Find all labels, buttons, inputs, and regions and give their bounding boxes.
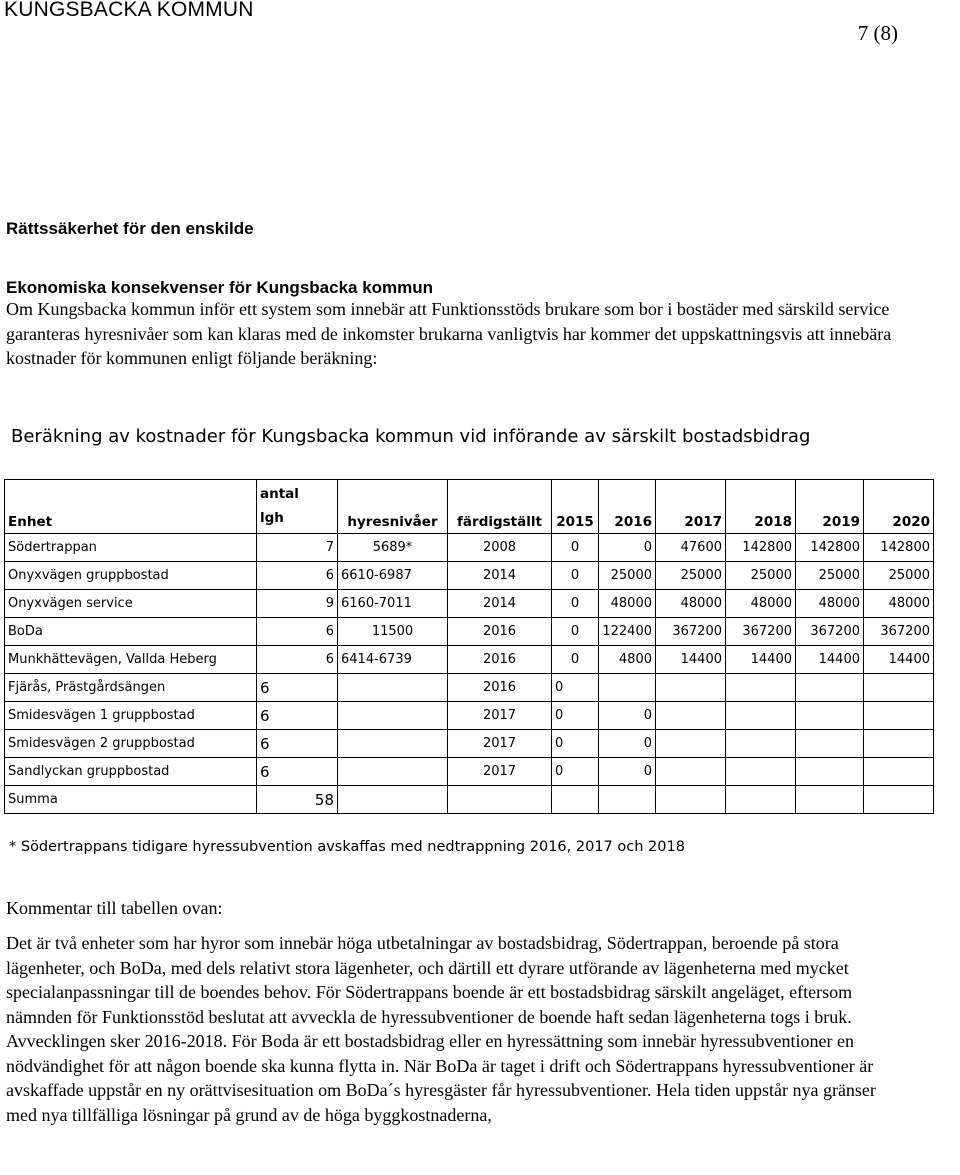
cell-2019: 14400 xyxy=(796,646,864,674)
cell-2020: 14400 xyxy=(864,646,934,674)
col-header-2016: 2016 xyxy=(599,480,656,534)
cell-fardigstallt: 2014 xyxy=(448,562,552,590)
cell-hyresnivaer xyxy=(338,674,448,702)
cell-2020: 25000 xyxy=(864,562,934,590)
cell-2015: 0 xyxy=(552,562,599,590)
cell-2020 xyxy=(864,786,934,814)
organization-name: KUNGSBACKA KOMMUN xyxy=(4,0,254,21)
cell-enhet: Smidesvägen 1 gruppbostad xyxy=(5,702,257,730)
col-header-2020: 2020 xyxy=(864,480,934,534)
cell-2020 xyxy=(864,674,934,702)
cell-2017 xyxy=(656,702,726,730)
cell-2019 xyxy=(796,758,864,786)
cell-antal-lgh: 6 xyxy=(257,730,338,758)
cell-2015: 0 xyxy=(552,590,599,618)
cell-2016 xyxy=(599,786,656,814)
cell-2017: 48000 xyxy=(656,590,726,618)
cell-hyresnivaer xyxy=(338,702,448,730)
col-header-2019: 2019 xyxy=(796,480,864,534)
cell-antal-lgh: 6 xyxy=(257,674,338,702)
cell-2018: 48000 xyxy=(726,590,796,618)
cell-2019: 48000 xyxy=(796,590,864,618)
cell-enhet: BoDa xyxy=(5,618,257,646)
col-header-2015: 2015 xyxy=(552,480,599,534)
cell-2019: 142800 xyxy=(796,534,864,562)
table-row xyxy=(5,590,934,618)
cell-enhet: Onyxvägen gruppbostad xyxy=(5,562,257,590)
cell-2017 xyxy=(656,786,726,814)
cell-hyresnivaer xyxy=(338,758,448,786)
cell-2016: 0 xyxy=(599,758,656,786)
cell-hyresnivaer xyxy=(338,730,448,758)
cell-2015: 0 xyxy=(552,534,599,562)
cell-2016: 0 xyxy=(599,534,656,562)
cell-2016: 4800 xyxy=(599,646,656,674)
cell-2016: 0 xyxy=(599,702,656,730)
cell-2018 xyxy=(726,758,796,786)
cell-antal-lgh: 58 xyxy=(257,786,338,814)
cell-2015: 0 xyxy=(552,674,599,702)
col-header-2017: 2017 xyxy=(656,480,726,534)
cell-2019: 25000 xyxy=(796,562,864,590)
cell-fardigstallt xyxy=(448,786,552,814)
cell-antal-lgh: 7 xyxy=(257,534,338,562)
cell-2020: 48000 xyxy=(864,590,934,618)
cell-2016: 122400 xyxy=(599,618,656,646)
col-header-2018: 2018 xyxy=(726,480,796,534)
subsection-title: Ekonomiska konsekvenser för Kungsbacka kommun xyxy=(6,278,434,297)
cell-hyresnivaer: 6414-6739 xyxy=(338,646,448,674)
cell-2019 xyxy=(796,702,864,730)
cell-antal-lgh: 6 xyxy=(257,562,338,590)
cell-2020 xyxy=(864,730,934,758)
calculation-title: Beräkning av kostnader för Kungsbacka kommun vid införande av särskilt bostadsbidrag xyxy=(11,426,811,447)
cell-2017: 367200 xyxy=(656,618,726,646)
cell-fardigstallt: 2008 xyxy=(448,534,552,562)
cell-fardigstallt: 2016 xyxy=(448,646,552,674)
cell-fardigstallt: 2017 xyxy=(448,758,552,786)
cell-2017: 14400 xyxy=(656,646,726,674)
section-title: Rättssäkerhet för den enskilde xyxy=(6,219,254,238)
cell-2018 xyxy=(726,674,796,702)
table-row xyxy=(5,758,934,786)
comment-heading: Kommentar till tabellen ovan: xyxy=(6,898,223,918)
cell-fardigstallt: 2014 xyxy=(448,590,552,618)
cell-enhet: Onyxvägen service xyxy=(5,590,257,618)
cell-2015 xyxy=(552,786,599,814)
cell-enhet: Summa xyxy=(5,786,257,814)
intro-paragraph: Om Kungsbacka kommun inför ett system som innebär att Funktionsstöds brukare som bor i bostäder med särskild service garanteras hyresnivåer som kan klaras med de inkomster brukarna vanligtvis har kommer det uppskattningsvis att innebära kostnader för kommunen enligt följande beräkning: xyxy=(6,299,892,368)
cell-2018: 142800 xyxy=(726,534,796,562)
cell-enhet: Smidesvägen 2 gruppbostad xyxy=(5,730,257,758)
cell-fardigstallt: 2016 xyxy=(448,674,552,702)
cell-2020: 367200 xyxy=(864,618,934,646)
col-header-fardigstallt: färdigställt xyxy=(448,480,552,534)
cell-enhet: Sandlyckan gruppbostad xyxy=(5,758,257,786)
cell-antal-lgh: 6 xyxy=(257,618,338,646)
cell-antal-lgh: 6 xyxy=(257,758,338,786)
cell-hyresnivaer: 6610-6987 xyxy=(338,562,448,590)
cell-2019: 367200 xyxy=(796,618,864,646)
cell-2015: 0 xyxy=(552,646,599,674)
cell-enhet: Fjärås, Prästgårdsängen xyxy=(5,674,257,702)
cell-2015: 0 xyxy=(552,618,599,646)
cell-2018 xyxy=(726,730,796,758)
cell-2018: 14400 xyxy=(726,646,796,674)
cell-fardigstallt: 2017 xyxy=(448,730,552,758)
cell-2018 xyxy=(726,786,796,814)
cell-2020: 142800 xyxy=(864,534,934,562)
cell-hyresnivaer xyxy=(338,786,448,814)
table-row xyxy=(5,702,934,730)
cell-antal-lgh: 6 xyxy=(257,646,338,674)
cell-2015: 0 xyxy=(552,758,599,786)
table-row xyxy=(5,646,934,674)
cell-2017 xyxy=(656,730,726,758)
table-footnote: * Södertrappans tidigare hyressubvention avskaffas med nedtrappning 2016, 2017 och 2018 xyxy=(9,839,685,855)
cell-2017 xyxy=(656,758,726,786)
table-row xyxy=(5,534,934,562)
cell-2018 xyxy=(726,702,796,730)
comment-paragraph: Det är två enheter som har hyror som innebär höga utbetalningar av bostadsbidrag, Södertrappan, beroende på stora lägenheter, och BoDa, med dels relativt stora lägenheter, och därtill ett dyrare utförande av lägenheterna med mycket specialanpassningar till de boendes behov. För Södertrappans boende är ett bostadsbidrag särskilt angeläget, eftersom nämnden för Funktionsstöd beslutat att avveckla de hyressubventioner de boende haft sedan lägenheterna togs i bruk. Avvecklingen sker 2016-2018. För Boda är ett bostadsbidrag eller en hyressättning som innebär hyressubventioner en nödvändighet för att någon boende ska kunna flytta in. När BoDa är taget i drift och Södertrappans hyressubventioner är avskaffade uppstår en ny orättvisesituation om BoDa´s hyresgäster får hyressubventioner. Hela tiden uppstår nya gränser med nya tillfälliga lösningar på grund av de höga byggkostnaderna, xyxy=(6,933,876,1125)
cell-fardigstallt: 2017 xyxy=(448,702,552,730)
cell-2016: 25000 xyxy=(599,562,656,590)
cell-enhet: Munkhättevägen, Vallda Heberg xyxy=(5,646,257,674)
col-header-antal-lgh: antal lgh xyxy=(257,480,338,534)
cell-2017: 25000 xyxy=(656,562,726,590)
cost-table xyxy=(4,479,934,814)
cell-hyresnivaer: 11500 xyxy=(338,618,448,646)
cell-hyresnivaer: 5689* xyxy=(338,534,448,562)
page-number: 7 (8) xyxy=(857,21,898,45)
table-row xyxy=(5,730,934,758)
table-row xyxy=(5,786,934,814)
cell-2015: 0 xyxy=(552,702,599,730)
col-header-enhet: Enhet xyxy=(5,480,257,534)
cell-antal-lgh: 9 xyxy=(257,590,338,618)
col-header-hyresnivaer: hyresnivåer xyxy=(338,480,448,534)
cell-antal-lgh: 6 xyxy=(257,702,338,730)
cell-2019 xyxy=(796,674,864,702)
table-row xyxy=(5,618,934,646)
cell-2016 xyxy=(599,674,656,702)
cell-2016: 48000 xyxy=(599,590,656,618)
cell-2017: 47600 xyxy=(656,534,726,562)
cell-2017 xyxy=(656,674,726,702)
table-header-row xyxy=(5,480,934,534)
table-row xyxy=(5,674,934,702)
cell-2020 xyxy=(864,702,934,730)
cell-2018: 25000 xyxy=(726,562,796,590)
cell-2019 xyxy=(796,786,864,814)
cell-2016: 0 xyxy=(599,730,656,758)
cell-2020 xyxy=(864,758,934,786)
cell-fardigstallt: 2016 xyxy=(448,618,552,646)
cell-2015: 0 xyxy=(552,730,599,758)
cell-2018: 367200 xyxy=(726,618,796,646)
table-row xyxy=(5,562,934,590)
cell-2019 xyxy=(796,730,864,758)
cell-hyresnivaer: 6160-7011 xyxy=(338,590,448,618)
cell-enhet: Södertrappan xyxy=(5,534,257,562)
